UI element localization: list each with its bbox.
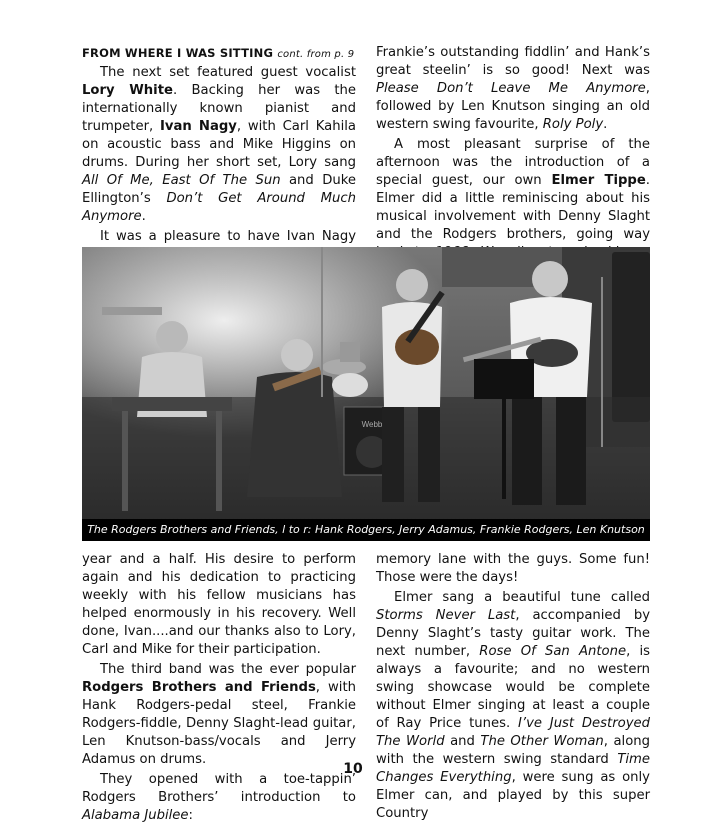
text: .	[603, 117, 608, 132]
song-title: The Other Woman	[480, 734, 604, 749]
text: . Backing her was the internationally known pianist and trumpeter,	[82, 83, 356, 134]
song-title: Don’t Get Around Much Anymore	[82, 191, 356, 224]
text: .	[141, 209, 146, 224]
song-title: I’ve Just Destroyed The World	[376, 716, 650, 749]
paragraph	[82, 661, 356, 769]
paragraph: It was a pleasure to have Ivan Nagy	[100, 229, 356, 244]
text: Frankie’s outstanding fiddlin’ and Hank’s great steelin’ is so good! Next was	[376, 45, 650, 78]
song-title: Rose Of San Antone	[479, 644, 627, 659]
column-4	[376, 551, 650, 823]
song-title: Please Don’t Leave Me Anymore	[376, 81, 646, 96]
text: , is always a favourite; and no western swing showcase would be complete without Elmer singing at least a couple of Ray Price tunes.	[376, 644, 650, 731]
continued-note: cont. from p. 9	[277, 49, 355, 60]
text: , followed by Len Knutson singing an old western swing favourite,	[376, 81, 650, 132]
paragraph: year and a half. His desire to perform again and his dedication to practicing weekly with his fellow musicians has helped enormously in his recovery. Well done, Ivan....and our thanks also to Lory, Carl and Mike for their participation.	[82, 552, 356, 657]
paragraph	[376, 589, 650, 823]
paragraph	[82, 64, 356, 226]
text: :	[188, 808, 193, 823]
name-band: Rodgers Brothers and Friends	[82, 680, 316, 695]
article-header	[82, 44, 356, 64]
name-elmer-tippe: Elmer Tippe	[551, 173, 646, 188]
text: The third band was the ever popular	[100, 662, 356, 677]
song-title: Roly Poly	[542, 117, 604, 132]
text: , were sung as only Elmer can, and played by this super Country	[376, 770, 650, 821]
paragraph	[376, 44, 650, 134]
text: Elmer sang a beautiful tune called	[394, 590, 650, 605]
amp-label: Webb	[361, 420, 383, 429]
text: , accompanied by Denny Slaght’s tasty guitar work. The next number,	[376, 608, 650, 659]
name-lory-white: Lory White	[82, 83, 173, 98]
photo-caption: The Rodgers Brothers and Friends, l to r: Hank Rodgers, Jerry Adamus, Frankie Rodgers, Len Knutson	[82, 519, 650, 541]
text: They opened with a toe-tappin’ Rodgers Brothers’ introduction to	[82, 772, 356, 805]
paragraph: memory lane with the guys. Some fun! Those were the days!	[376, 552, 650, 585]
page-number: 10	[343, 761, 363, 777]
band-photo-image	[82, 247, 650, 541]
text: and Duke Ellington’s	[82, 173, 356, 206]
text: , with Carl Kahila on acoustic bass and Mike Higgins on drums. During her short set, Lory sang	[82, 119, 357, 170]
column-3	[82, 551, 356, 825]
text: , with Hank Rodgers-pedal steel, Frankie Rodgers-fiddle, Denny Slaght-lead guitar, Len Knutson-bass/vocals and Jerry Adamus on drums.	[82, 680, 356, 767]
article-title: FROM WHERE I WAS SITTING	[82, 46, 274, 60]
text: , along with the western swing standard	[376, 734, 650, 767]
song-title: Time Changes Everything	[376, 752, 650, 785]
song-title: Alabama Jubilee	[82, 808, 189, 823]
name-ivan-nagy: Ivan Nagy	[159, 119, 237, 134]
column-2	[376, 44, 650, 280]
song-title: Storms Never Last	[376, 608, 516, 623]
band-photo	[82, 247, 650, 541]
text: The next set featured guest vocalist	[100, 65, 356, 80]
music-stand	[474, 359, 534, 399]
text: A most pleasant surprise of the afternoon was the introduction of a special guest, our own	[376, 137, 650, 188]
paragraph	[82, 771, 356, 825]
text: and	[444, 734, 481, 749]
text: . Elmer did a little reminiscing about his musical involvement with Denny Slaght and the Rodgers brothers, going way	[376, 173, 650, 242]
song-title: All Of Me, East Of The Sun	[82, 173, 281, 188]
